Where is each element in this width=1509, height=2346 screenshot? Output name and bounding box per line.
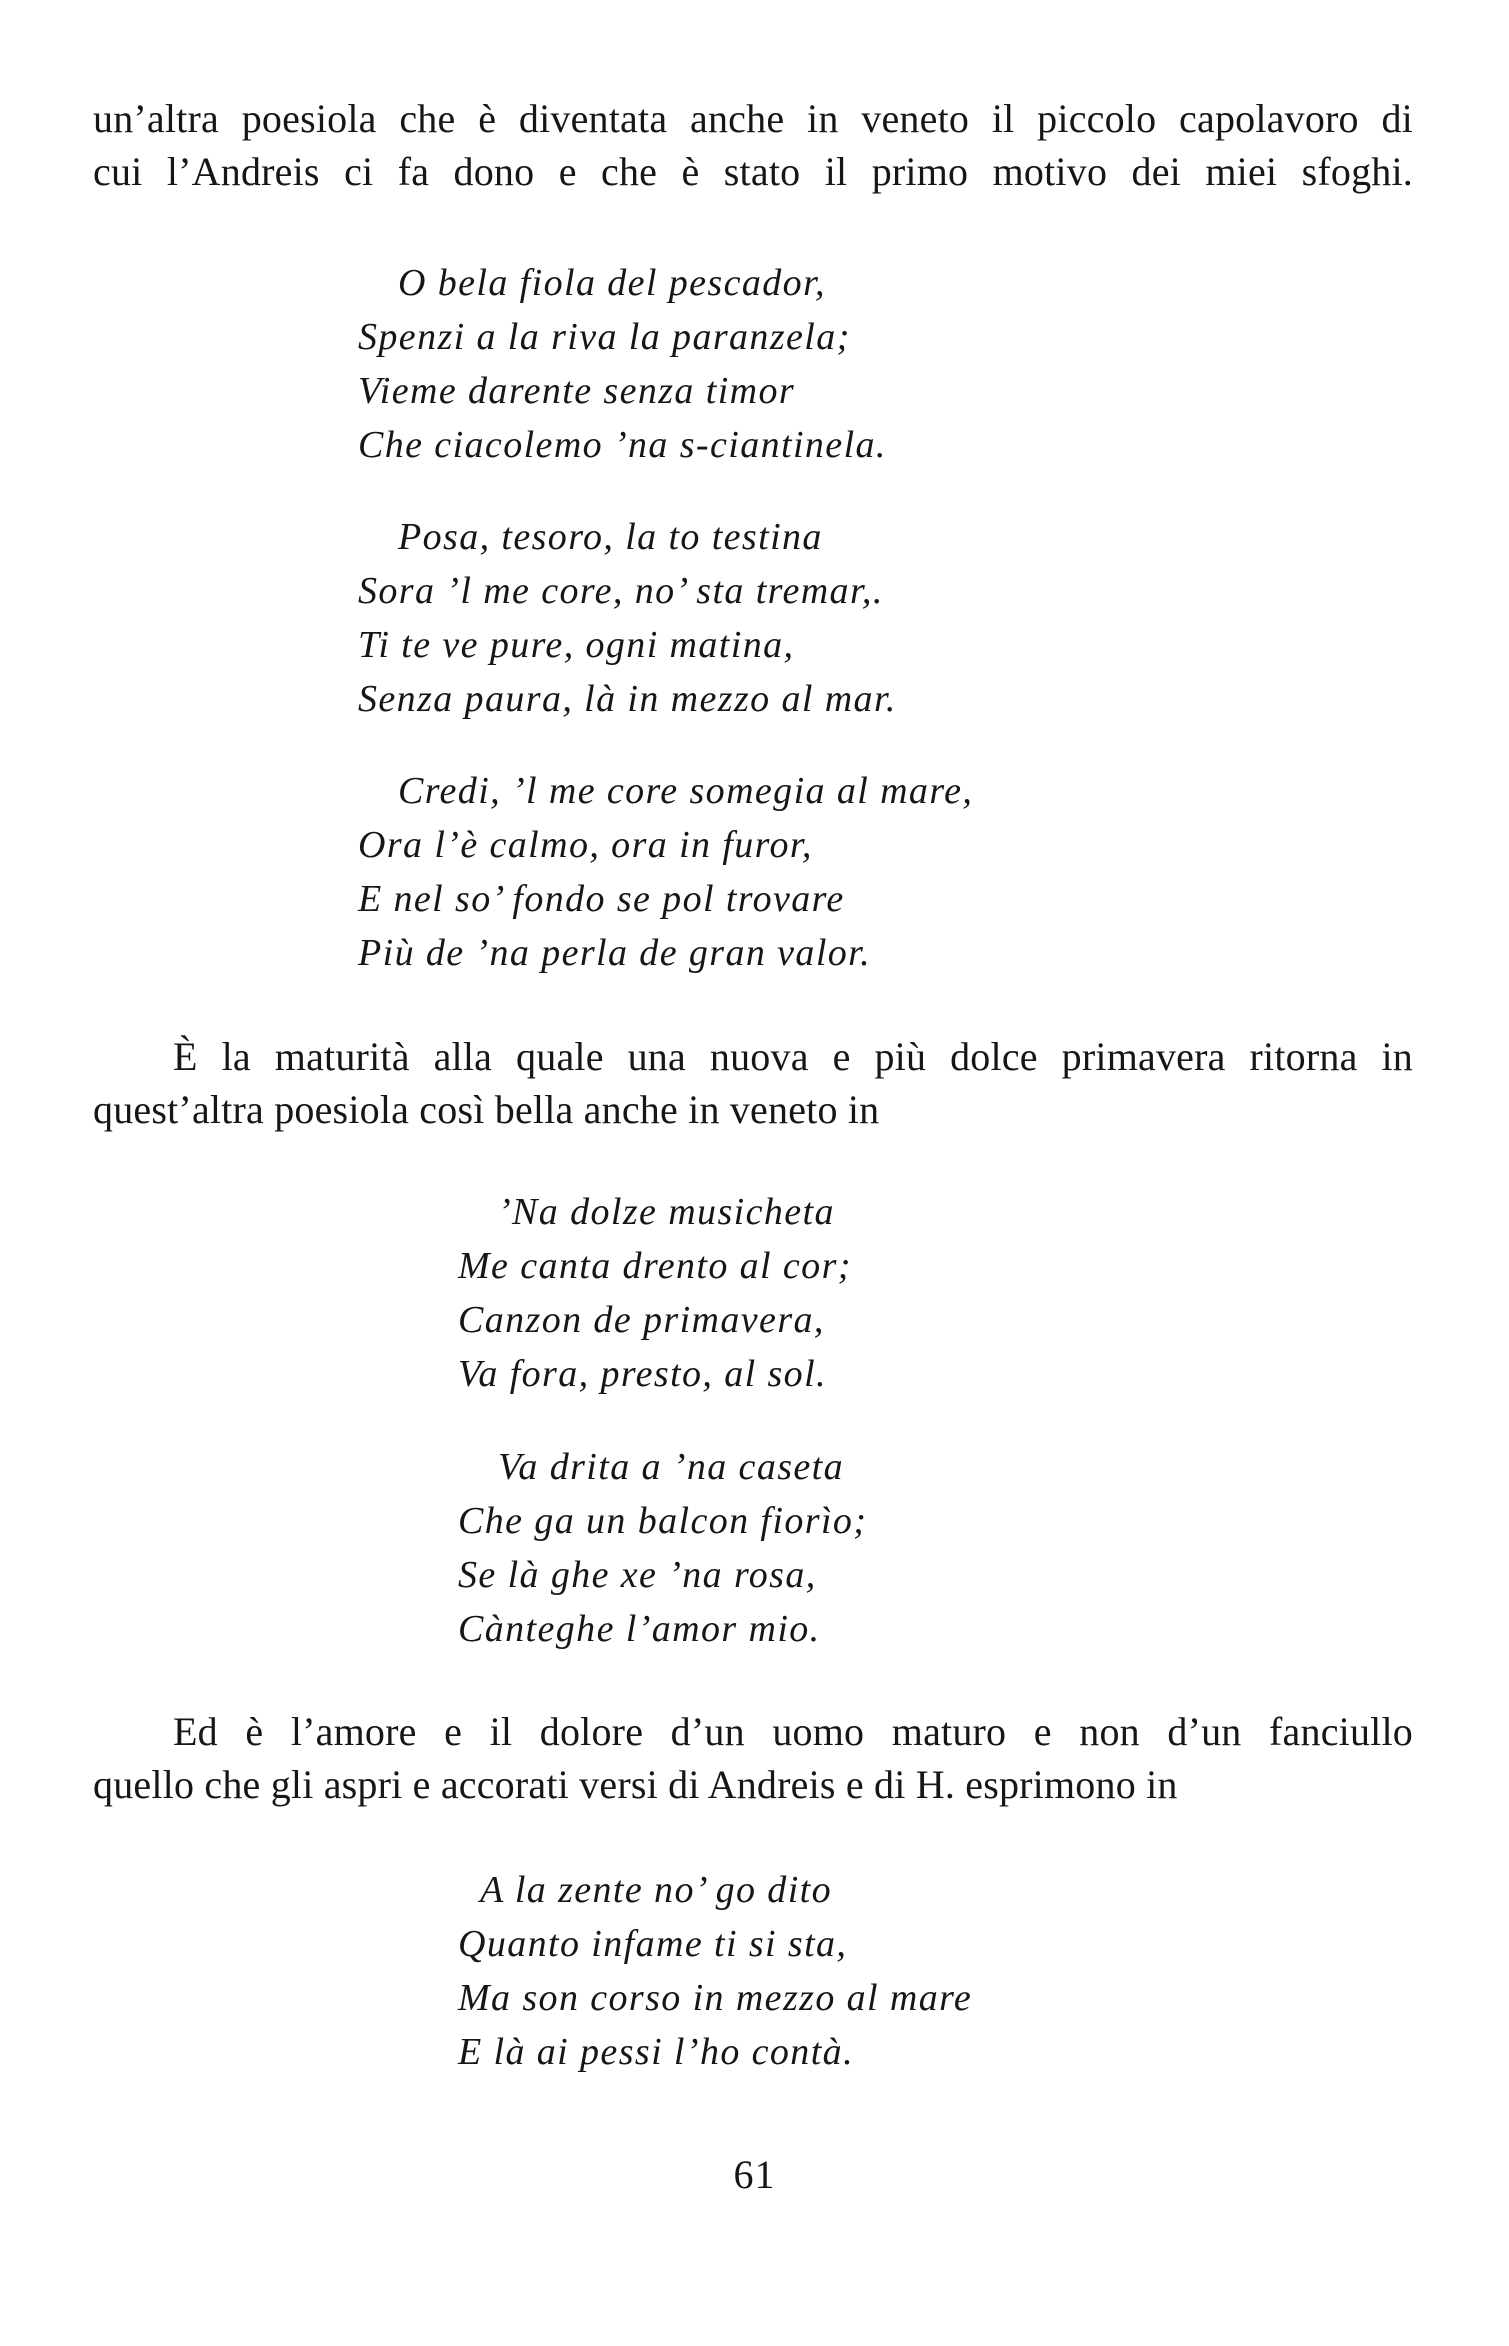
verse-line: Senza paura, là in mezzo al mar.: [358, 678, 897, 720]
paragraph-line: cui l’Andreis ci fa dono e che è stato il primo motivo dei miei sfoghi.: [93, 149, 1413, 194]
paragraph-line: È la maturità alla quale una nuova e più dolce primavera ritorna in: [173, 1034, 1413, 1079]
verse-line: Che ciacolemo ’na s-ciantinela.: [358, 424, 887, 466]
verse-line: E nel so’ fondo se pol trovare: [358, 878, 845, 920]
verse-line: A la zente no’ go dito: [480, 1869, 833, 1911]
paragraph-line: un’altra poesiola che è diventata anche in veneto il piccolo capolavoro di: [93, 96, 1413, 141]
verse-line: Quanto infame ti si sta,: [458, 1923, 848, 1965]
poem-stanza-1: [358, 256, 887, 472]
paragraph-line: Ed è l’amore e il dolore d’un uomo maturo e non d’un fanciullo: [173, 1709, 1413, 1754]
verse-line: Va drita a ’na caseta: [498, 1446, 845, 1488]
verse-line: Cànteghe l’amor mio.: [458, 1608, 821, 1650]
verse-line: Va fora, presto, al sol.: [458, 1353, 827, 1395]
poem-stanza-3: [358, 764, 973, 980]
verse-line: Posa, tesoro, la to testina: [398, 516, 823, 558]
paragraph-line: quest’altra poesiola così bella anche in veneto in: [93, 1087, 880, 1132]
verse-line: Sora ’l me core, no’ sta tremar,.: [358, 570, 884, 612]
poem-stanza-6: [458, 1863, 972, 2079]
verse-line: Me canta drento al cor;: [458, 1245, 852, 1287]
paragraph-love: [93, 1705, 1413, 1811]
verse-line: E là ai pessi l’ho contà.: [458, 2031, 854, 2073]
verse-line: Credi, ’l me core somegia al mare,: [398, 770, 974, 812]
verse-line: Più de ’na perla de gran valor.: [358, 932, 872, 974]
verse-line: Ti te ve pure, ogni matina,: [358, 624, 795, 666]
verse-line: Spenzi a la riva la paranzela;: [358, 316, 851, 358]
poem-stanza-4: [458, 1185, 852, 1401]
verse-line: Che ga un balcon fiorìo;: [458, 1500, 868, 1542]
verse-line: ’Na dolze musicheta: [498, 1191, 835, 1233]
page-number: 61: [733, 2152, 776, 2197]
poem-stanza-2: [358, 510, 897, 726]
verse-line: Ma son corso in mezzo al mare: [458, 1977, 973, 2019]
verse-line: Ora l’è calmo, ora in furor,: [358, 824, 813, 866]
paragraph-maturity: [93, 1030, 1413, 1136]
verse-line: Se là ghe xe ’na rosa,: [458, 1554, 817, 1596]
paragraph-intro: [93, 92, 1413, 198]
paragraph-line: quello che gli aspri e accorati versi di Andreis e di H. esprimono in: [93, 1762, 1178, 1807]
verse-line: O bela fiola del pescador,: [398, 262, 826, 304]
poem-stanza-5: [458, 1440, 867, 1656]
verse-line: Canzon de primavera,: [458, 1299, 825, 1341]
verse-line: Vieme darente senza timor: [358, 370, 796, 412]
